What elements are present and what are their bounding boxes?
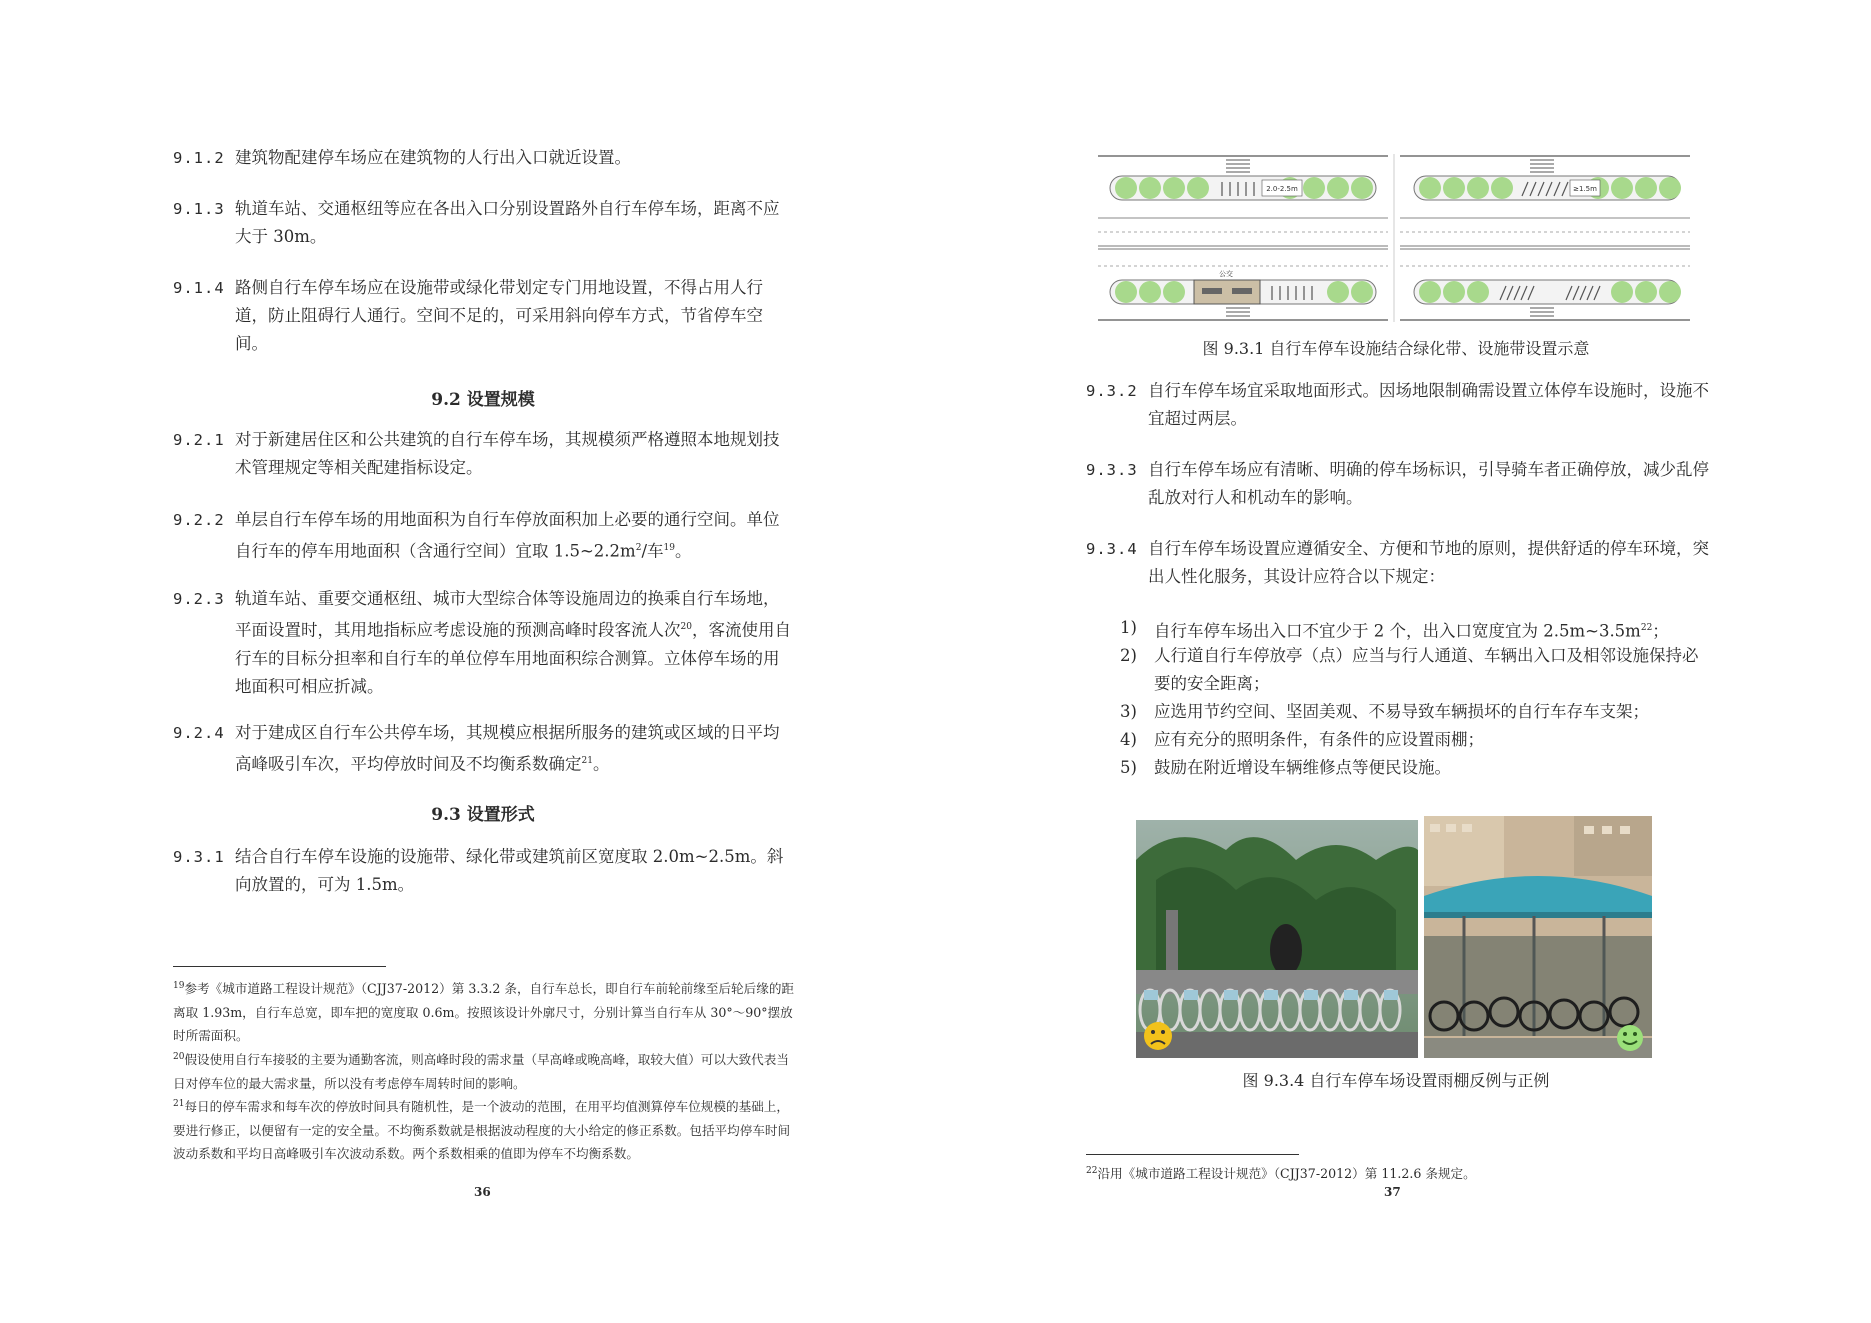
clause-number: 9.3.3 bbox=[1086, 461, 1138, 479]
left-page bbox=[0, 0, 935, 1323]
clause-9-2-1 bbox=[173, 426, 793, 482]
clause-9-2-4 bbox=[173, 719, 793, 779]
right-page bbox=[936, 0, 1871, 1323]
clause-number: 9.2.1 bbox=[173, 431, 225, 449]
clause-number: 9.1.4 bbox=[173, 279, 225, 297]
list-item: 5) 鼓励在附近增设车辆维修点等便民设施。 bbox=[1120, 758, 1451, 777]
section-heading-9-3: 9.3 设置形式 bbox=[431, 805, 535, 825]
photo-positive-example bbox=[1424, 816, 1652, 1058]
section-heading-9-2: 9.2 设置规模 bbox=[431, 390, 535, 410]
clause-9-2-3 bbox=[173, 585, 793, 701]
list-item: 1) 自行车停车场出入口不宜少于 2 个，出入口宽度宜为 $2.5m\sim 3.5m^{22}$； bbox=[1120, 618, 1669, 641]
list-item: 4) 应有充分的照明条件，有条件的应设置雨棚； bbox=[1120, 730, 1484, 749]
figure-caption-9-3-1: 图 9.3.1 自行车停车设施结合绿化带、设施带设置示意 bbox=[1202, 339, 1590, 358]
photo-negative-example bbox=[1136, 820, 1418, 1058]
page-number: 36 bbox=[474, 1185, 491, 1199]
clause-text: 对于新建居住区和公共建筑的自行车停车场，其规模须严格遵照本地规划技术管理规定等相关配建指标设定。 bbox=[235, 430, 780, 477]
bike-parking-diagram bbox=[1098, 152, 1690, 324]
list-item: 3) 应选用节约空间、坚固美观、不易导致车辆损坏的自行车存车支架； bbox=[1120, 702, 1649, 721]
clause-9-3-2 bbox=[1086, 377, 1714, 433]
clause-9-2-2 bbox=[173, 506, 793, 566]
footnote-separator bbox=[1086, 1154, 1299, 1155]
footnote-21: $^{21}$每日的停车需求和每车次的停放时间具有随机性，是一个波动的范围，在用平均值测算停车位规模的基础上，要进行修正，以便留有一定的安全量。不均衡系数就是根据波动程度的大小给定的修正系数。包括平均停车时间波动系数和平均日高峰吸引车次波动系数。两个系数相乘的值即为停车不均衡系数。 bbox=[173, 1099, 791, 1162]
page-number: 37 bbox=[1384, 1185, 1401, 1199]
clause-number: 9.2.4 bbox=[173, 724, 225, 742]
clause-number: 9.2.3 bbox=[173, 590, 225, 608]
clause-text: 自行车停车场宜采取地面形式。因场地限制确需设置立体停车设施时，设施不宜超过两层。 bbox=[1148, 381, 1709, 428]
clause-text: 轨道车站、重要交通枢纽、城市大型综合体等设施周边的换乘自行车场地，平面设置时，其用地指标应考虑设施的预测高峰时段客流人次$^{20}$，客流使用自行车的目标分担率和自行车的单位停车用地面积综合测算。立体停车场的用地面积可相应折减。 bbox=[235, 589, 791, 696]
footnote-20: $^{20}$假设使用自行车接驳的主要为通勤客流，则高峰时段的需求量（早高峰或晚高峰，取较大值）可以大致代表当日对停车位的最大需求量，所以没有考虑停车周转时间的影响。 bbox=[173, 1052, 789, 1091]
clause-text: 对于建成区自行车公共停车场，其规模应根据所服务的建筑或区域的日平均高峰吸引车次，平均停放时间及不均衡系数确定$^{21}$。 bbox=[235, 723, 780, 774]
clause-number: 9.1.3 bbox=[173, 200, 225, 218]
clause-text: 路侧自行车停车场应在设施带或绿化带划定专门用地设置，不得占用人行道，防止阻碍行人通行。空间不足的，可采用斜向停车方式，节省停车空间。 bbox=[235, 278, 763, 353]
sad-face-icon bbox=[1144, 1022, 1172, 1050]
dimension-label: ≥1.5m bbox=[1573, 185, 1597, 193]
clause-number: 9.2.2 bbox=[173, 511, 225, 529]
clause-9-3-4 bbox=[1086, 535, 1714, 591]
clause-number: 9.1.2 bbox=[173, 149, 225, 167]
clause-number: 9.3.1 bbox=[173, 848, 225, 866]
clause-text: 单层自行车停车场的用地面积为自行车停放面积加上必要的通行空间。单位自行车的停车用地面积（含通行空间）宜取 $1.5\sim 2.2m^2/$车$^{19}$。 bbox=[235, 510, 780, 561]
footnote-22: $^{22}$沿用《城市道路工程设计规范》（CJJ37-2012）第 11.2.6 条规定。 bbox=[1086, 1166, 1476, 1182]
smiley-face-icon bbox=[1617, 1025, 1643, 1051]
clause-9-1-4 bbox=[173, 274, 793, 358]
clause-text: 结合自行车停车设施的设施带、绿化带或建筑前区宽度取 2.0m~2.5m。斜向放置的，可为 1.5m。 bbox=[235, 847, 784, 894]
bus-label: 公交 bbox=[1219, 270, 1233, 278]
clause-text: 自行车停车场设置应遵循安全、方便和节地的原则，提供舒适的停车环境，突出人性化服务，其设计应符合以下规定： bbox=[1148, 539, 1709, 586]
clause-text: 轨道车站、交通枢纽等应在各出入口分别设置路外自行车停车场，距离不应大于 30m。 bbox=[235, 199, 780, 246]
clause-9-3-1 bbox=[173, 843, 793, 899]
footnote-separator bbox=[173, 966, 386, 967]
clause-9-1-3 bbox=[173, 195, 793, 251]
footnote-19: $^{19}$参考《城市道路工程设计规范》（CJJ37-2012）第 3.3.2 条，自行车总长，即自行车前轮前缘至后轮后缘的距离取 1.93m，自行车总宽，即车把的宽度取 0.6m。按照该设计外廓尺寸，分别计算当自行车从 30°～90°摆放时所需面积。 bbox=[173, 981, 795, 1044]
clause-9-1-2 bbox=[173, 144, 793, 172]
clause-number: 9.3.2 bbox=[1086, 382, 1138, 400]
dimension-label: 2.0-2.5m bbox=[1266, 185, 1298, 193]
list-item: 2) 人行道自行车停放亭（点）应当与行人通道、车辆出入口及相邻设施保持必要的安全距离； bbox=[1120, 646, 1699, 693]
clause-number: 9.3.4 bbox=[1086, 540, 1138, 558]
figure-caption-9-3-4: 图 9.3.4 自行车停车场设置雨棚反例与正例 bbox=[1242, 1071, 1550, 1090]
clause-text: 自行车停车场应有清晰、明确的停车场标识，引导骑车者正确停放，减少乱停乱放对行人和机动车的影响。 bbox=[1148, 460, 1709, 507]
clause-text: 建筑物配建停车场应在建筑物的人行出入口就近设置。 bbox=[235, 148, 631, 167]
clause-9-3-3 bbox=[1086, 456, 1714, 512]
